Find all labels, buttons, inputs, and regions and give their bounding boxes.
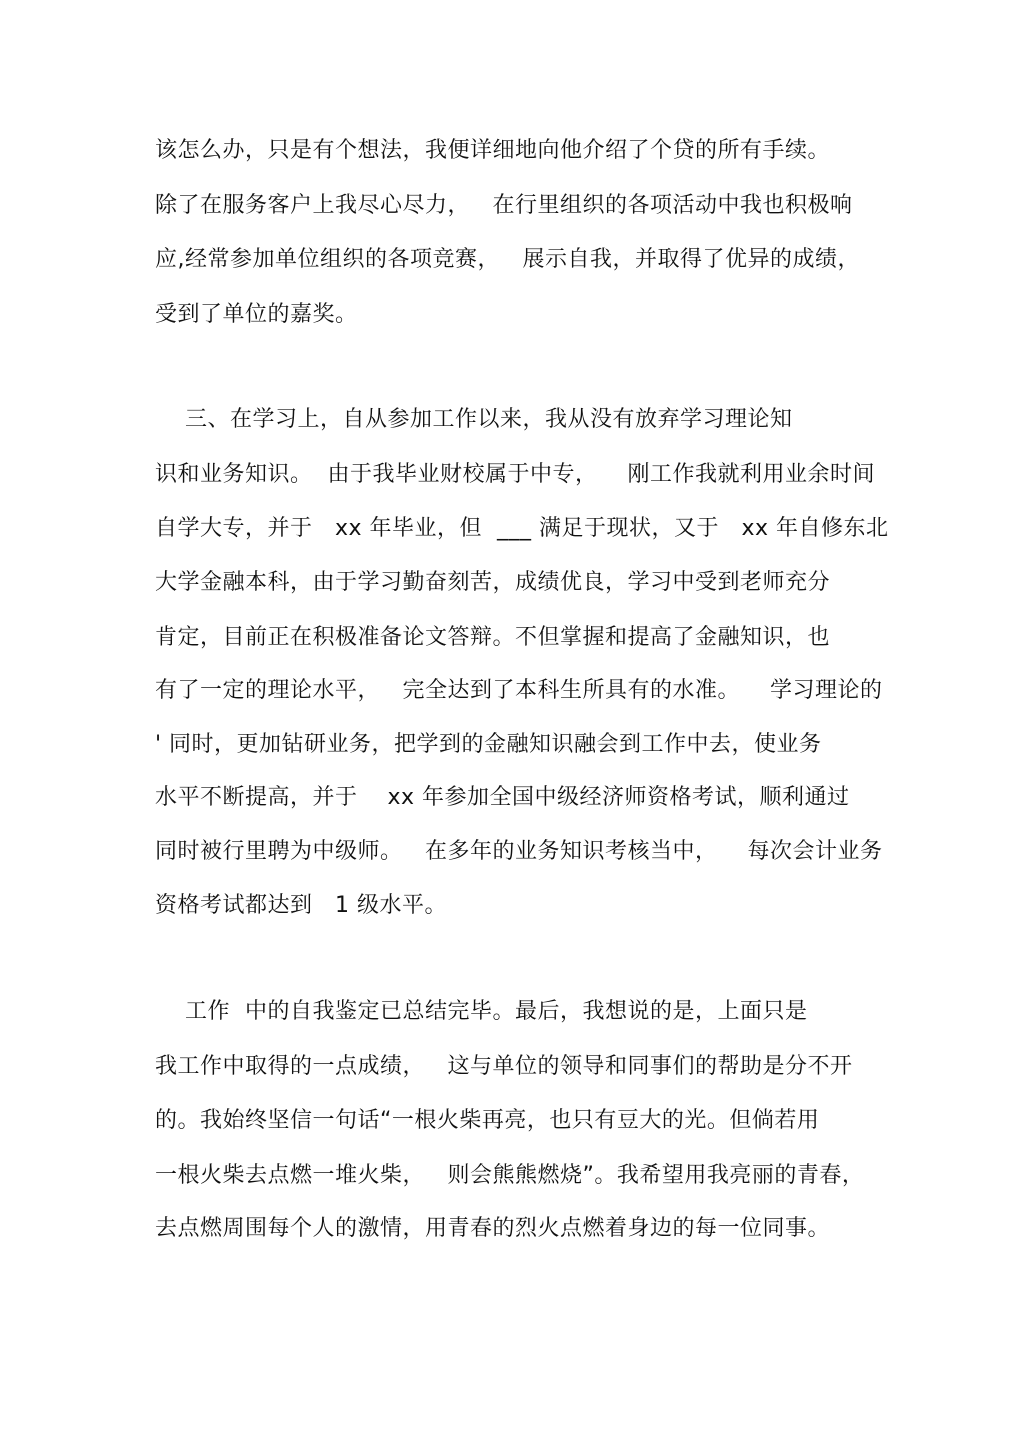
- paragraph-2-line-4: 大学金融本科，由于学习勤奋刻苦，成绩优良，学习中受到老师充分: [155, 570, 831, 595]
- paragraph-2-line-1: 三、在学习上，自从参加工作以来，我从没有放弃学习理论知: [155, 407, 793, 432]
- paragraph-1-line-4: 受到了单位的嘉奖。: [155, 302, 358, 327]
- paragraph-2-line-8: 水平不断提高，并于 xx 年参加全国中级经济师资格考试，顺利通过: [155, 785, 850, 810]
- paragraph-1-line-2: 除了在服务客户上我尽心尽力， 在行里组织的各项活动中我也积极响: [155, 193, 853, 218]
- paragraph-3-line-1: 工作 中的自我鉴定已总结完毕。最后，我想说的是，上面只是: [155, 999, 808, 1024]
- paragraph-3-line-5: 去点燃周围每个人的激情，用青春的烈火点燃着身边的每一位同事。: [155, 1216, 831, 1241]
- paragraph-2-line-10: 资格考试都达到 1 级水平。: [155, 893, 447, 918]
- paragraph-1-line-3: 应,经常参加单位组织的各项竞赛， 展示自我，并取得了优异的成绩，: [155, 247, 860, 272]
- paragraph-2-line-6: 有了一定的理论水平， 完全达到了本科生所具有的水准。 学习理论的: [155, 678, 883, 703]
- paragraph-3-line-4: 一根火柴去点燃一堆火柴， 则会熊熊燃烧”。我希望用我亮丽的青春，: [155, 1163, 865, 1188]
- paragraph-3-line-3: 的。我始终坚信一句话“一根火柴再亮，也只有豆大的光。但倘若用: [155, 1108, 820, 1133]
- paragraph-3-line-2: 我工作中取得的一点成绩， 这与单位的领导和同事们的帮助是分不开: [155, 1054, 853, 1079]
- paragraph-2-line-2: 识和业务知识。 由于我毕业财校属于中专， 刚工作我就利用业余时间: [155, 462, 875, 487]
- paragraph-2-line-7: ' 同时，更加钻研业务，把学到的金融知识融会到工作中去，使业务: [155, 732, 822, 757]
- paragraph-2-line-9: 同时被行里聘为中级师。 在多年的业务知识考核当中， 每次会计业务: [155, 839, 883, 864]
- paragraph-2-line-3: 自学大专，并于 xx 年毕业，但 ___ 满足于现状，又于 xx 年自修东北: [155, 516, 889, 541]
- paragraph-2-line-5: 肯定，目前正在积极准备论文答辩。不但掌握和提高了金融知识，也: [155, 625, 831, 650]
- paragraph-1-line-1: 该怎么办，只是有个想法，我便详细地向他介绍了个贷的所有手续。: [155, 138, 831, 163]
